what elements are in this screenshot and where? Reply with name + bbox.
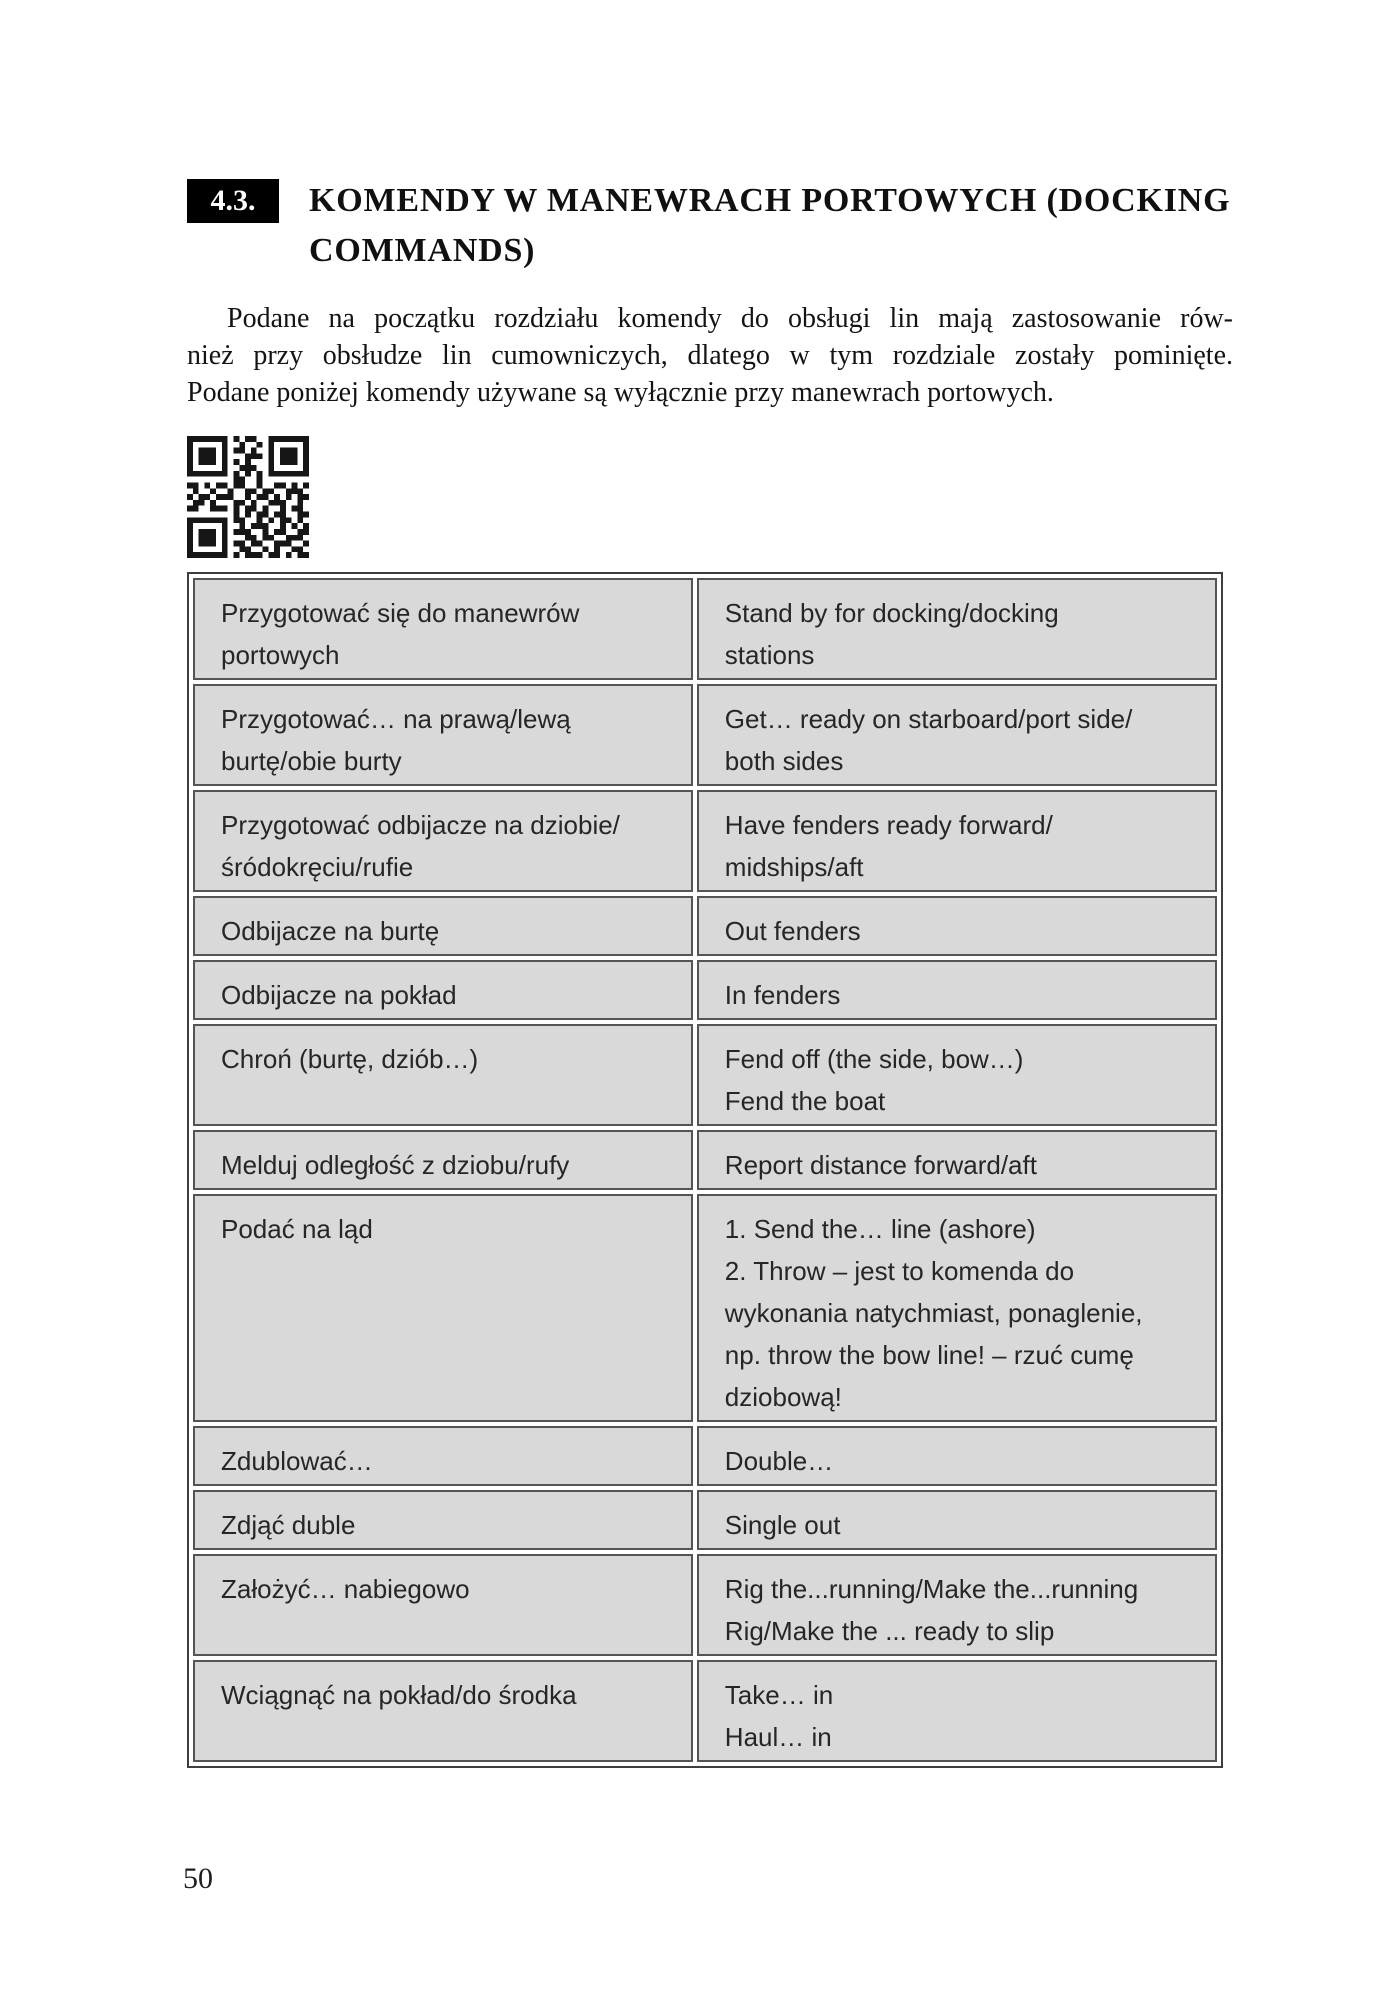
command-pl-cell: Chroń (burtę, dziób…) bbox=[193, 1024, 693, 1126]
section-number-badge: 4.3. bbox=[187, 179, 279, 223]
table-row bbox=[193, 1660, 1217, 1762]
section-title: KOMENDY W MANEWRACH PORTOWYCH (DOCKING COMMANDS) bbox=[309, 182, 1231, 269]
command-pl-cell: Melduj odległość z dziobu/rufy bbox=[193, 1130, 693, 1190]
command-pl-cell: Odbijacze na pokład bbox=[193, 960, 693, 1020]
table-row bbox=[193, 684, 1217, 786]
command-pl-cell: Zdjąć duble bbox=[193, 1490, 693, 1550]
command-en-cell: Out fenders bbox=[697, 896, 1217, 956]
table-row bbox=[193, 1024, 1217, 1126]
command-en-cell: Report distance forward/aft bbox=[697, 1130, 1217, 1190]
table-row bbox=[193, 1130, 1217, 1190]
table-row bbox=[193, 578, 1217, 680]
command-en-cell: Have fenders ready forward/ midships/aft bbox=[697, 790, 1217, 892]
table-row bbox=[193, 1554, 1217, 1656]
table-row bbox=[193, 1194, 1217, 1422]
command-en-cell: Rig the...running/Make the...running Rig/Make the ... ready to slip bbox=[697, 1554, 1217, 1656]
intro-paragraph bbox=[187, 300, 1233, 411]
command-pl-cell: Zdublować… bbox=[193, 1426, 693, 1486]
command-pl-cell: Założyć… nabiegowo bbox=[193, 1554, 693, 1656]
command-en-cell: Stand by for docking/docking stations bbox=[697, 578, 1217, 680]
command-en-cell: 1. Send the… line (ashore) 2. Throw – jest to komenda do wykonania natychmiast, ponaglenie, np. throw the bow line! – rzuć cumę dziobową! bbox=[697, 1194, 1217, 1422]
command-pl-cell: Przygotować odbijacze na dziobie/ śródokręciu/rufie bbox=[193, 790, 693, 892]
command-en-cell: In fenders bbox=[697, 960, 1217, 1020]
page-number: 50 bbox=[183, 1862, 213, 1895]
table-row bbox=[193, 896, 1217, 956]
section-heading bbox=[187, 176, 1237, 276]
paragraph-line: Podane na początku rozdziału komendy do obsługi lin mają zastosowanie rów- bbox=[227, 303, 1233, 334]
command-en-cell: Double… bbox=[697, 1426, 1217, 1486]
table-row bbox=[193, 1490, 1217, 1550]
command-pl-cell: Wciągnąć na pokład/do środka bbox=[193, 1660, 693, 1762]
table-row bbox=[193, 1426, 1217, 1486]
command-pl-cell: Przygotować… na prawą/lewą burtę/obie burty bbox=[193, 684, 693, 786]
commands-table-body bbox=[193, 578, 1217, 1762]
command-en-cell: Fend off (the side, bow…) Fend the boat bbox=[697, 1024, 1217, 1126]
paragraph-line: nież przy obsłudze lin cumowniczych, dlatego w tym rozdziale zostały pominięte. bbox=[187, 340, 1233, 371]
command-pl-cell: Odbijacze na burtę bbox=[193, 896, 693, 956]
command-en-cell: Get… ready on starboard/port side/ both sides bbox=[697, 684, 1217, 786]
command-pl-cell: Podać na ląd bbox=[193, 1194, 693, 1422]
table-row bbox=[193, 790, 1217, 892]
command-en-cell: Take… in Haul… in bbox=[697, 1660, 1217, 1762]
command-pl-cell: Przygotować się do manewrów portowych bbox=[193, 578, 693, 680]
command-en-cell: Single out bbox=[697, 1490, 1217, 1550]
table-row bbox=[193, 960, 1217, 1020]
commands-table bbox=[187, 572, 1223, 1768]
paragraph-line: Podane poniżej komendy używane są wyłącznie przy manewrach portowych. bbox=[187, 377, 1054, 408]
qr-code bbox=[187, 436, 309, 558]
